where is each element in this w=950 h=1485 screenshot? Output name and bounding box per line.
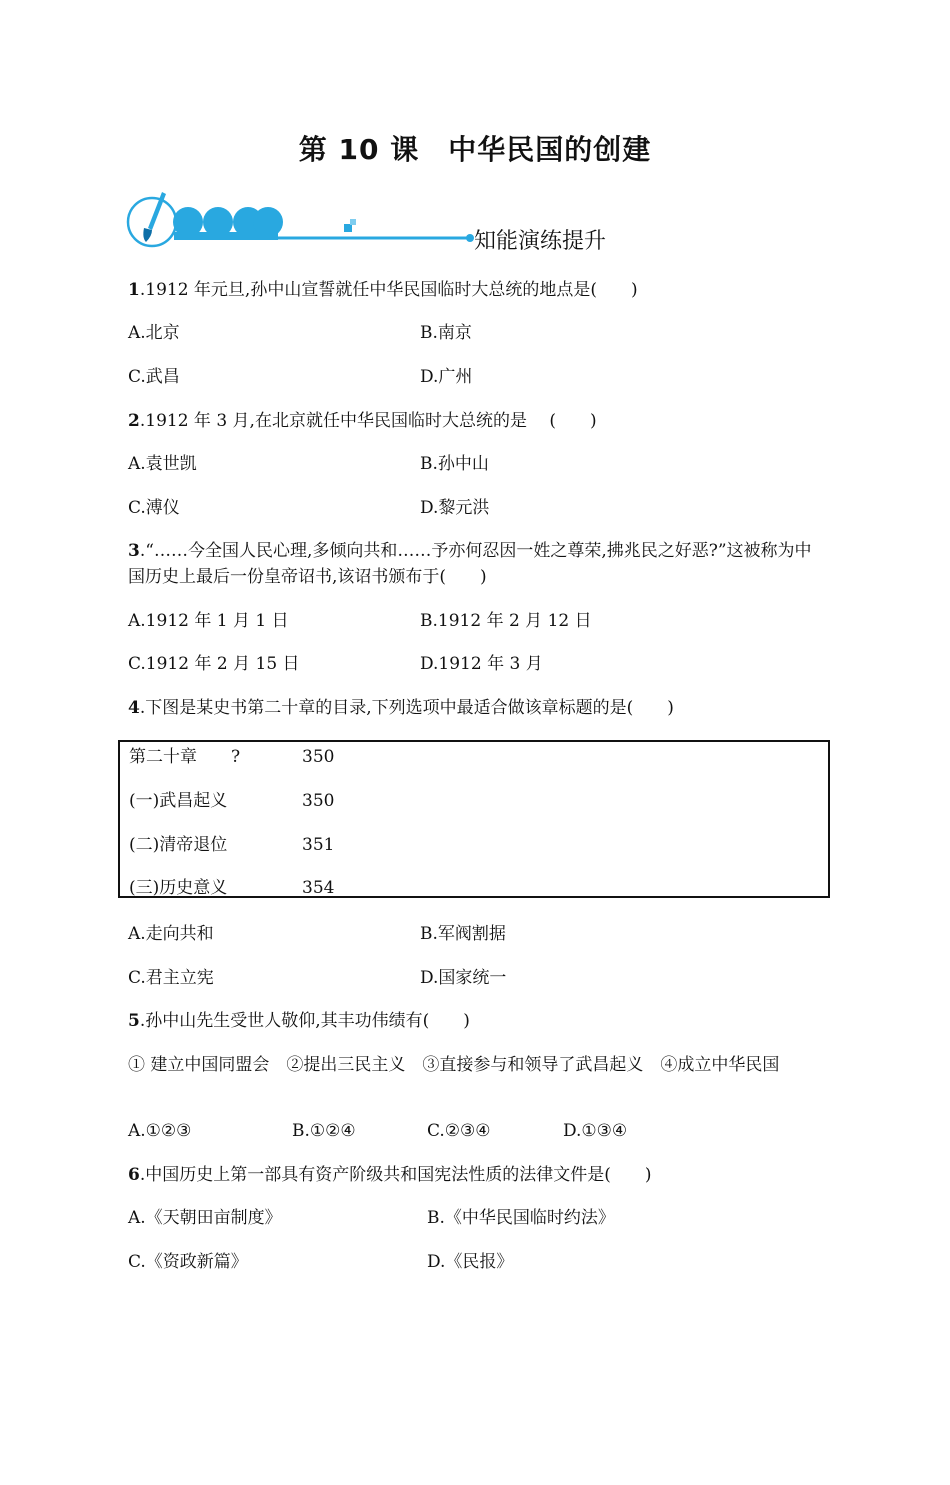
option-c: C.②③④ [427,1121,491,1141]
option-a: A.《天朝田亩制度》 [128,1208,282,1228]
toc-label: (二)清帝退位 [129,835,228,855]
toc-label: (一)武昌起义 [129,791,228,811]
option-a: A.1912 年 1 月 1 日 [128,611,289,631]
option-a: A.①②③ [128,1121,192,1141]
question-number: 5 [128,1011,140,1031]
option-b: B.①②④ [292,1121,356,1141]
page-title: 第 10 课 中华民国的创建 [298,133,652,166]
option-c: C.1912 年 2 月 15 日 [128,654,300,674]
option-d: D.黎元洪 [420,498,490,518]
q4-options-row-1 [128,921,506,947]
q4-options-row-2 [128,965,507,991]
q1-options-row-2 [128,364,473,390]
option-b: B.1912 年 2 月 12 日 [420,611,592,631]
banner-title: 知能演练提升 [474,229,607,254]
option-d: D.1912 年 3 月 [420,654,543,674]
question-stem: .1912 年 3 月,在北京就任中华民国临时大总统的是 ( ) [139,411,597,431]
option-d: D.①③④ [563,1121,628,1141]
option-b: B.南京 [420,323,472,343]
question-6 [128,1162,652,1188]
option-a: A.北京 [128,323,180,343]
question-stem: .孙中山先生受世人敬仰,其丰功伟绩有( ) [139,1011,470,1031]
question-number: 4 [128,698,140,718]
table-of-contents-box [118,740,830,898]
q2-options-row-2 [128,495,490,521]
q3-options-row-2 [128,651,543,677]
question-stem: .1912 年元旦,孙中山宣誓就任中华民国临时大总统的地点是( ) [139,280,638,300]
question-5 [128,1008,470,1034]
question-number: 1 [128,280,140,300]
q6-options-row-2 [128,1249,514,1275]
option-d: D.国家统一 [420,968,507,988]
q3-options-row-1 [128,608,592,634]
option-d: D.广州 [420,367,473,387]
q5-statement-items: ① 建立中国同盟会 ②提出三民主义 ③直接参与和领导了武昌起义 ④成立中华民国 [128,1055,780,1075]
toc-label: 第二十章 ? [129,747,241,767]
toc-page: 350 [302,747,335,767]
question-number: 2 [128,411,140,431]
q6-options-row-1 [128,1205,615,1231]
option-b: B.军阀割据 [420,924,506,944]
question-2 [128,408,597,434]
toc-row [129,788,335,814]
option-b: B.《中华民国临时约法》 [427,1208,615,1228]
question-number: 6 [128,1165,140,1185]
question-3 [128,538,828,590]
option-c: C.《资政新篇》 [128,1252,248,1272]
brush-icon [128,192,176,246]
q2-options-row-1 [128,451,489,477]
option-a: A.走向共和 [128,924,214,944]
question-4 [128,695,674,721]
toc-page: 354 [302,878,335,898]
toc-page: 351 [302,835,335,855]
toc-label: (三)历史意义 [129,878,228,898]
question-stem: .“……今全国人民心理,多倾向共和……予亦何忍因一姓之尊荣,拂兆民之好恶?”这被称为中国历史上最后一份皇帝诏书,该诏书颁布于( ) [128,541,812,587]
question-1 [128,277,638,303]
toc-row [129,744,335,770]
option-b: B.孙中山 [420,454,489,474]
question-stem: .中国历史上第一部具有资产阶级共和国宪法性质的法律文件是( ) [139,1165,652,1185]
option-a: A.袁世凯 [128,454,197,474]
question-number: 3 [128,541,140,561]
question-stem: .下图是某史书第二十章的目录,下列选项中最适合做该章标题的是( ) [139,698,674,718]
option-d: D.《民报》 [427,1252,514,1272]
q1-options-row-1 [128,320,472,346]
q5-options-row [128,1118,628,1144]
option-c: C.君主立宪 [128,968,214,988]
option-c: C.武昌 [128,367,180,387]
option-c: C.溥仪 [128,498,180,518]
toc-page: 350 [302,791,335,811]
toc-row [129,832,335,858]
toc-row [129,875,335,901]
